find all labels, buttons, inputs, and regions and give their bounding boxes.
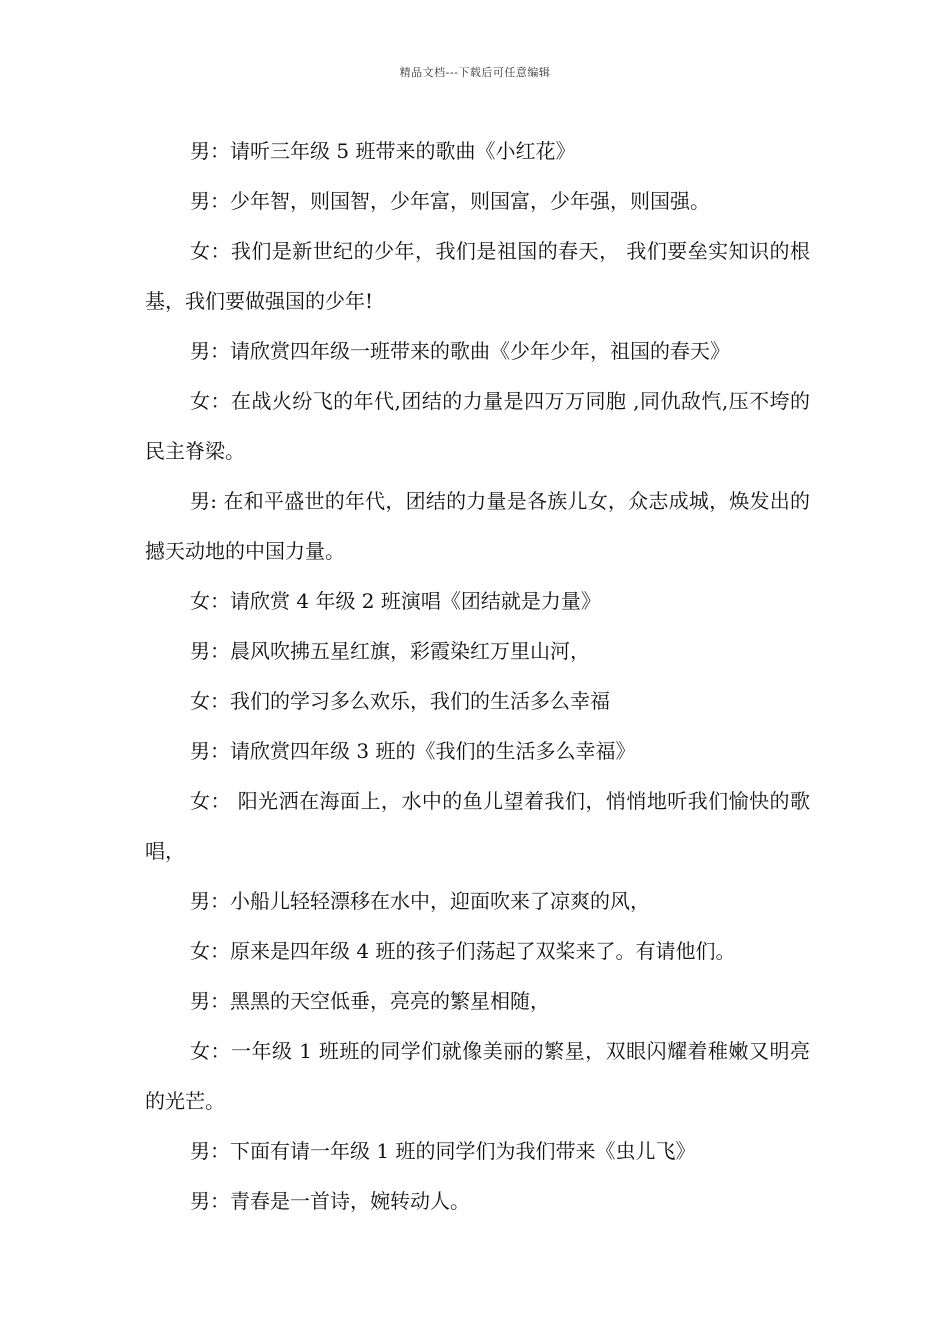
- paragraph-14: 男：黑黑的天空低垂，亮亮的繁星相随，: [190, 989, 550, 1013]
- paragraph-16: 男：下面有请一年级 1 班的同学们为我们带来《虫儿飞》: [190, 1139, 696, 1163]
- paragraph-12: 男：小船儿轻轻漂移在水中，迎面吹来了凉爽的风，: [190, 889, 650, 913]
- paragraph-7: 女：请欣赏 4 年级 2 班演唱《团结就是力量》: [190, 589, 601, 613]
- paragraph-11: 女： 阳光洒在海面上，水中的鱼儿望着我们，悄悄地听我们愉快的歌唱，: [145, 789, 810, 863]
- paragraph-10: 男：请欣赏四年级 3 班的《我们的生活多么幸福》: [190, 739, 636, 763]
- paragraph-13: 女：原来是四年级 4 班的孩子们荡起了双桨来了。有请他们。: [190, 939, 736, 963]
- paragraph-2: 男：少年智，则国智，少年富，则国富，少年强，则国强。: [190, 189, 710, 213]
- paragraph-15: 女：一年级 1 班班的同学们就像美丽的繁星，双眼闪耀着稚嫩又明亮的光芒。: [145, 1039, 810, 1113]
- paragraph-3: 女：我们是新世纪的少年，我们是祖国的春天， 我们要垒实知识的根基，我们要做强国的少年!: [145, 239, 810, 313]
- page-header: 精品文档---下载后可任意编辑: [399, 66, 551, 79]
- paragraph-6: 男: 在和平盛世的年代，团结的力量是各族儿女，众志成城，焕发出的撼天动地的中国力量。: [145, 489, 810, 563]
- paragraph-4: 男：请欣赏四年级一班带来的歌曲《少年少年，祖国的春天》: [190, 339, 730, 363]
- document-body: [145, 126, 810, 1226]
- paragraph-1: 男：请听三年级 5 班带来的歌曲《小红花》: [190, 139, 576, 163]
- paragraph-9: 女：我们的学习多么欢乐，我们的生活多么幸福: [190, 689, 610, 713]
- paragraph-5: 女：在战火纷飞的年代,团结的力量是四万万同胞 ,同仇敌忾,压不垮的民主脊梁。: [145, 389, 810, 463]
- paragraph-17: 男：青春是一首诗，婉转动人。: [190, 1189, 470, 1213]
- paragraph-8: 男：晨风吹拂五星红旗，彩霞染红万里山河，: [190, 639, 590, 663]
